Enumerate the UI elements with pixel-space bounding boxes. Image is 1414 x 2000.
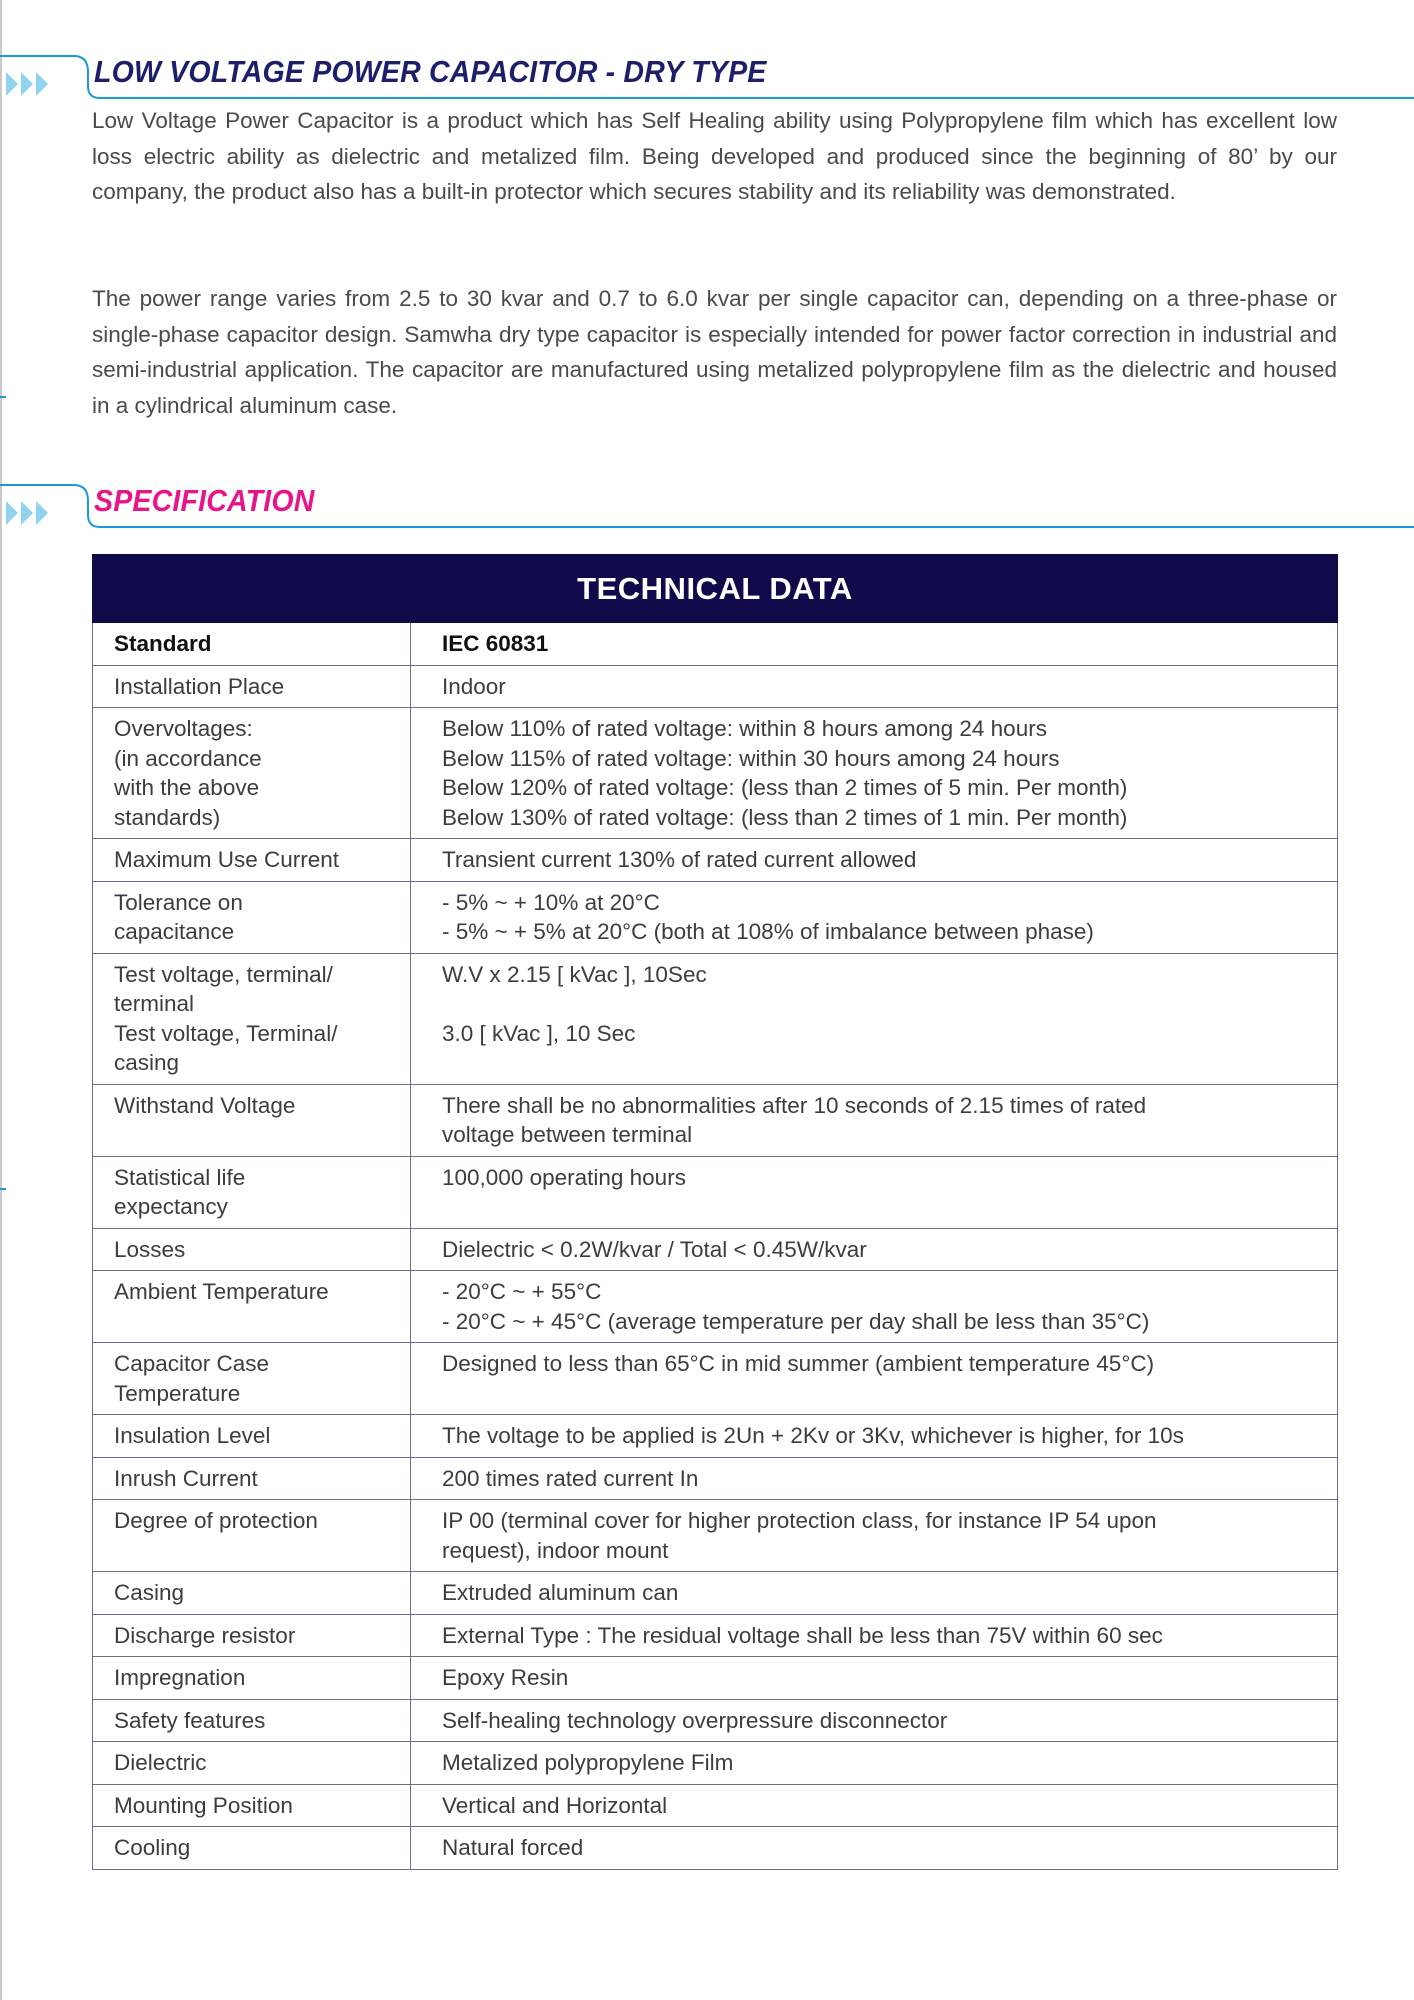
spec-value-line: Self-healing technology overpressure disconnector xyxy=(442,1707,948,1733)
spec-label xyxy=(93,1784,411,1827)
spec-label-line: Dielectric xyxy=(114,1750,207,1775)
spec-value-line: IP 00 (terminal cover for higher protection class, for instance IP 54 upon xyxy=(442,1508,1157,1533)
spec-value xyxy=(411,881,1338,953)
spec-value-line: W.V x 2.15 [ kVac ], 10Sec xyxy=(442,961,707,987)
table-header: TECHNICAL DATA xyxy=(93,555,1338,623)
spec-label-line: Safety features xyxy=(114,1707,266,1733)
spec-label-line: Installation Place xyxy=(114,673,285,699)
spec-value-line: Metalized polypropylene Film xyxy=(442,1750,734,1775)
table-row xyxy=(93,1457,1338,1500)
spec-label xyxy=(93,1572,411,1615)
spec-label xyxy=(93,839,411,882)
spec-value-line: 200 times rated current In xyxy=(442,1465,699,1491)
spec-value xyxy=(411,665,1338,708)
spec-label-line: Ambient Temperature xyxy=(114,1279,329,1304)
page-left-border xyxy=(0,0,2,2000)
spec-value-line: Dielectric < 0.2W/kvar / Total < 0.45W/kvar xyxy=(442,1236,867,1262)
spec-value-line: 3.0 [ kVac ], 10 Sec xyxy=(442,1021,636,1046)
spec-value xyxy=(411,708,1338,839)
spec-label-line: Standard xyxy=(114,631,212,656)
spec-label xyxy=(93,881,411,953)
technical-data-table xyxy=(92,554,1338,1870)
spec-label-line: Degree of protection xyxy=(114,1508,318,1533)
spec-value xyxy=(411,1457,1338,1500)
arrow-bullets-icon xyxy=(6,501,48,525)
spec-label xyxy=(93,1457,411,1500)
spec-value xyxy=(411,1084,1338,1156)
spec-label-line: expectancy xyxy=(114,1194,228,1219)
table-row xyxy=(93,881,1338,953)
spec-label-line: Tolerance on xyxy=(114,889,243,915)
table-row xyxy=(93,1614,1338,1657)
spec-value-line: External Type : The residual voltage shall be less than 75V within 60 sec xyxy=(442,1622,1163,1648)
spec-label xyxy=(93,1343,411,1415)
spec-value xyxy=(411,1572,1338,1615)
spec-label-line: Test voltage, terminal/ xyxy=(114,961,333,987)
table-row xyxy=(93,1784,1338,1827)
spec-value-line: IEC 60831 xyxy=(442,631,549,656)
spec-label-line: Impregnation xyxy=(114,1665,246,1690)
spec-value xyxy=(411,1784,1338,1827)
table-row xyxy=(93,1572,1338,1615)
spec-value xyxy=(411,1228,1338,1271)
spec-value-line: request), indoor mount xyxy=(442,1537,669,1563)
spec-label-line: Temperature xyxy=(114,1380,241,1406)
intro-paragraph: Low Voltage Power Capacitor is a product which has Self Healing ability using Polypropylene film which has excellent low loss electric ability as dielectric and metalized film. Being developed and produced since the beginning of 80’ by our company, the product also has a built-in protector which secures stability and its reliability was demonstrated. xyxy=(92,108,1337,205)
spec-label-line: terminal xyxy=(114,991,195,1016)
spec-value-line: Epoxy Resin xyxy=(442,1665,569,1690)
spec-value xyxy=(411,1343,1338,1415)
spec-label-line: (in accordance xyxy=(114,745,262,771)
spec-value-line: - 5% ~ + 5% at 20°C (both at 108% of imbalance between phase) xyxy=(442,919,1094,944)
spec-label-line: Maximum Use Current xyxy=(114,847,340,872)
spec-value-line: Indoor xyxy=(442,673,506,699)
section-header-intro xyxy=(0,50,1414,110)
spec-label-line: Insulation Level xyxy=(114,1423,271,1448)
spec-label xyxy=(93,953,411,1084)
spec-label xyxy=(93,623,411,666)
spec-value-line: Below 130% of rated voltage: (less than 2 times of 1 min. Per month) xyxy=(442,804,1128,830)
spec-value-line: The voltage to be applied is 2Un + 2Kv or 3Kv, whichever is higher, for 10s xyxy=(442,1423,1184,1448)
spec-label-line: Statistical life xyxy=(114,1164,246,1190)
spec-value-line: - 20°C ~ + 45°C (average temperature per day shall be less than 35°C) xyxy=(442,1308,1150,1334)
spec-value xyxy=(411,1500,1338,1572)
spec-label-line: Withstand Voltage xyxy=(114,1092,296,1118)
page-edge-tick xyxy=(0,1188,6,1190)
table-row xyxy=(93,1228,1338,1271)
spacer xyxy=(442,989,1327,1019)
table-row xyxy=(93,1084,1338,1156)
spec-label-line: Losses xyxy=(114,1236,186,1262)
table-row xyxy=(93,623,1338,666)
spec-label xyxy=(93,1500,411,1572)
spec-value-line: Below 115% of rated voltage: within 30 hours among 24 hours xyxy=(442,745,1060,771)
arrow-bullets-icon xyxy=(6,72,48,96)
spec-value xyxy=(411,1699,1338,1742)
spec-value xyxy=(411,1827,1338,1870)
table-row xyxy=(93,1415,1338,1458)
spec-label xyxy=(93,1271,411,1343)
spec-value xyxy=(411,1156,1338,1228)
spec-value xyxy=(411,623,1338,666)
spec-label-line: Cooling xyxy=(114,1835,191,1860)
table-row xyxy=(93,1500,1338,1572)
spec-label xyxy=(93,1228,411,1271)
spec-value-line: - 20°C ~ + 55°C xyxy=(442,1279,602,1304)
spec-label-line: Overvoltages: xyxy=(114,716,253,741)
table-row xyxy=(93,1699,1338,1742)
spec-value-line: There shall be no abnormalities after 10 seconds of 2.15 times of rated xyxy=(442,1092,1147,1118)
spec-value xyxy=(411,1271,1338,1343)
spec-label-line: standards) xyxy=(114,804,221,830)
spec-label-line: casing xyxy=(114,1050,180,1075)
spec-value-line: Vertical and Horizontal xyxy=(442,1792,668,1818)
spec-value-line: Transient current 130% of rated current allowed xyxy=(442,847,917,872)
table-row xyxy=(93,665,1338,708)
table-row xyxy=(93,708,1338,839)
spec-label-line: Capacitor Case xyxy=(114,1351,270,1376)
table-row xyxy=(93,953,1338,1084)
spec-value xyxy=(411,1614,1338,1657)
spec-value-line: Extruded aluminum can xyxy=(442,1580,679,1605)
spec-label xyxy=(93,665,411,708)
spec-value xyxy=(411,1415,1338,1458)
spec-value xyxy=(411,839,1338,882)
spec-label xyxy=(93,1614,411,1657)
spec-value-line: Natural forced xyxy=(442,1835,584,1860)
spec-label xyxy=(93,1156,411,1228)
table-row xyxy=(93,1343,1338,1415)
spec-value-line: Below 120% of rated voltage: (less than 2 times of 5 min. Per month) xyxy=(442,775,1128,800)
spec-label-line: Discharge resistor xyxy=(114,1622,296,1648)
spec-label-line: Test voltage, Terminal/ xyxy=(114,1020,338,1046)
spec-label-line: with the above xyxy=(114,775,260,800)
spec-value xyxy=(411,1657,1338,1700)
spec-value xyxy=(411,1742,1338,1785)
spec-label xyxy=(93,708,411,839)
spec-value-line: voltage between terminal xyxy=(442,1122,693,1147)
spec-label xyxy=(93,1827,411,1870)
section-title: SPECIFICATION xyxy=(94,483,315,518)
spec-label xyxy=(93,1415,411,1458)
spec-label-line: Inrush Current xyxy=(114,1465,258,1491)
section-title: LOW VOLTAGE POWER CAPACITOR - DRY TYPE xyxy=(94,54,767,89)
spec-label xyxy=(93,1084,411,1156)
table-row xyxy=(93,1156,1338,1228)
spec-value-line: Below 110% of rated voltage: within 8 hours among 24 hours xyxy=(442,716,1047,741)
power-range-paragraph: The power range varies from 2.5 to 30 kvar and 0.7 to 6.0 kvar per single capacitor can, depending on a three-phase or single-phase capacitor design. Samwha dry type capacitor is especially intended for power factor correction in industrial and semi-industrial application. The capacitor are manufactured using metalized polypropylene film as the dielectric and housed in a cylindrical aluminum case. xyxy=(92,286,1337,419)
spec-label xyxy=(93,1742,411,1785)
spec-label xyxy=(93,1657,411,1700)
table-row xyxy=(93,1742,1338,1785)
spec-label-line: Mounting Position xyxy=(114,1792,293,1818)
spec-value-line: - 5% ~ + 10% at 20°C xyxy=(442,889,660,915)
section-header-specification xyxy=(0,479,1414,539)
page-edge-tick xyxy=(0,396,6,398)
spec-label-line: capacitance xyxy=(114,919,235,944)
table-row xyxy=(93,1657,1338,1700)
spec-value-line: 100,000 operating hours xyxy=(442,1164,686,1190)
spec-label xyxy=(93,1699,411,1742)
spec-label-line: Casing xyxy=(114,1580,185,1605)
table-row xyxy=(93,1271,1338,1343)
spec-value-line: Designed to less than 65°C in mid summer (ambient temperature 45°C) xyxy=(442,1351,1155,1376)
table-row xyxy=(93,839,1338,882)
table-row xyxy=(93,1827,1338,1870)
spec-value xyxy=(411,953,1338,1084)
